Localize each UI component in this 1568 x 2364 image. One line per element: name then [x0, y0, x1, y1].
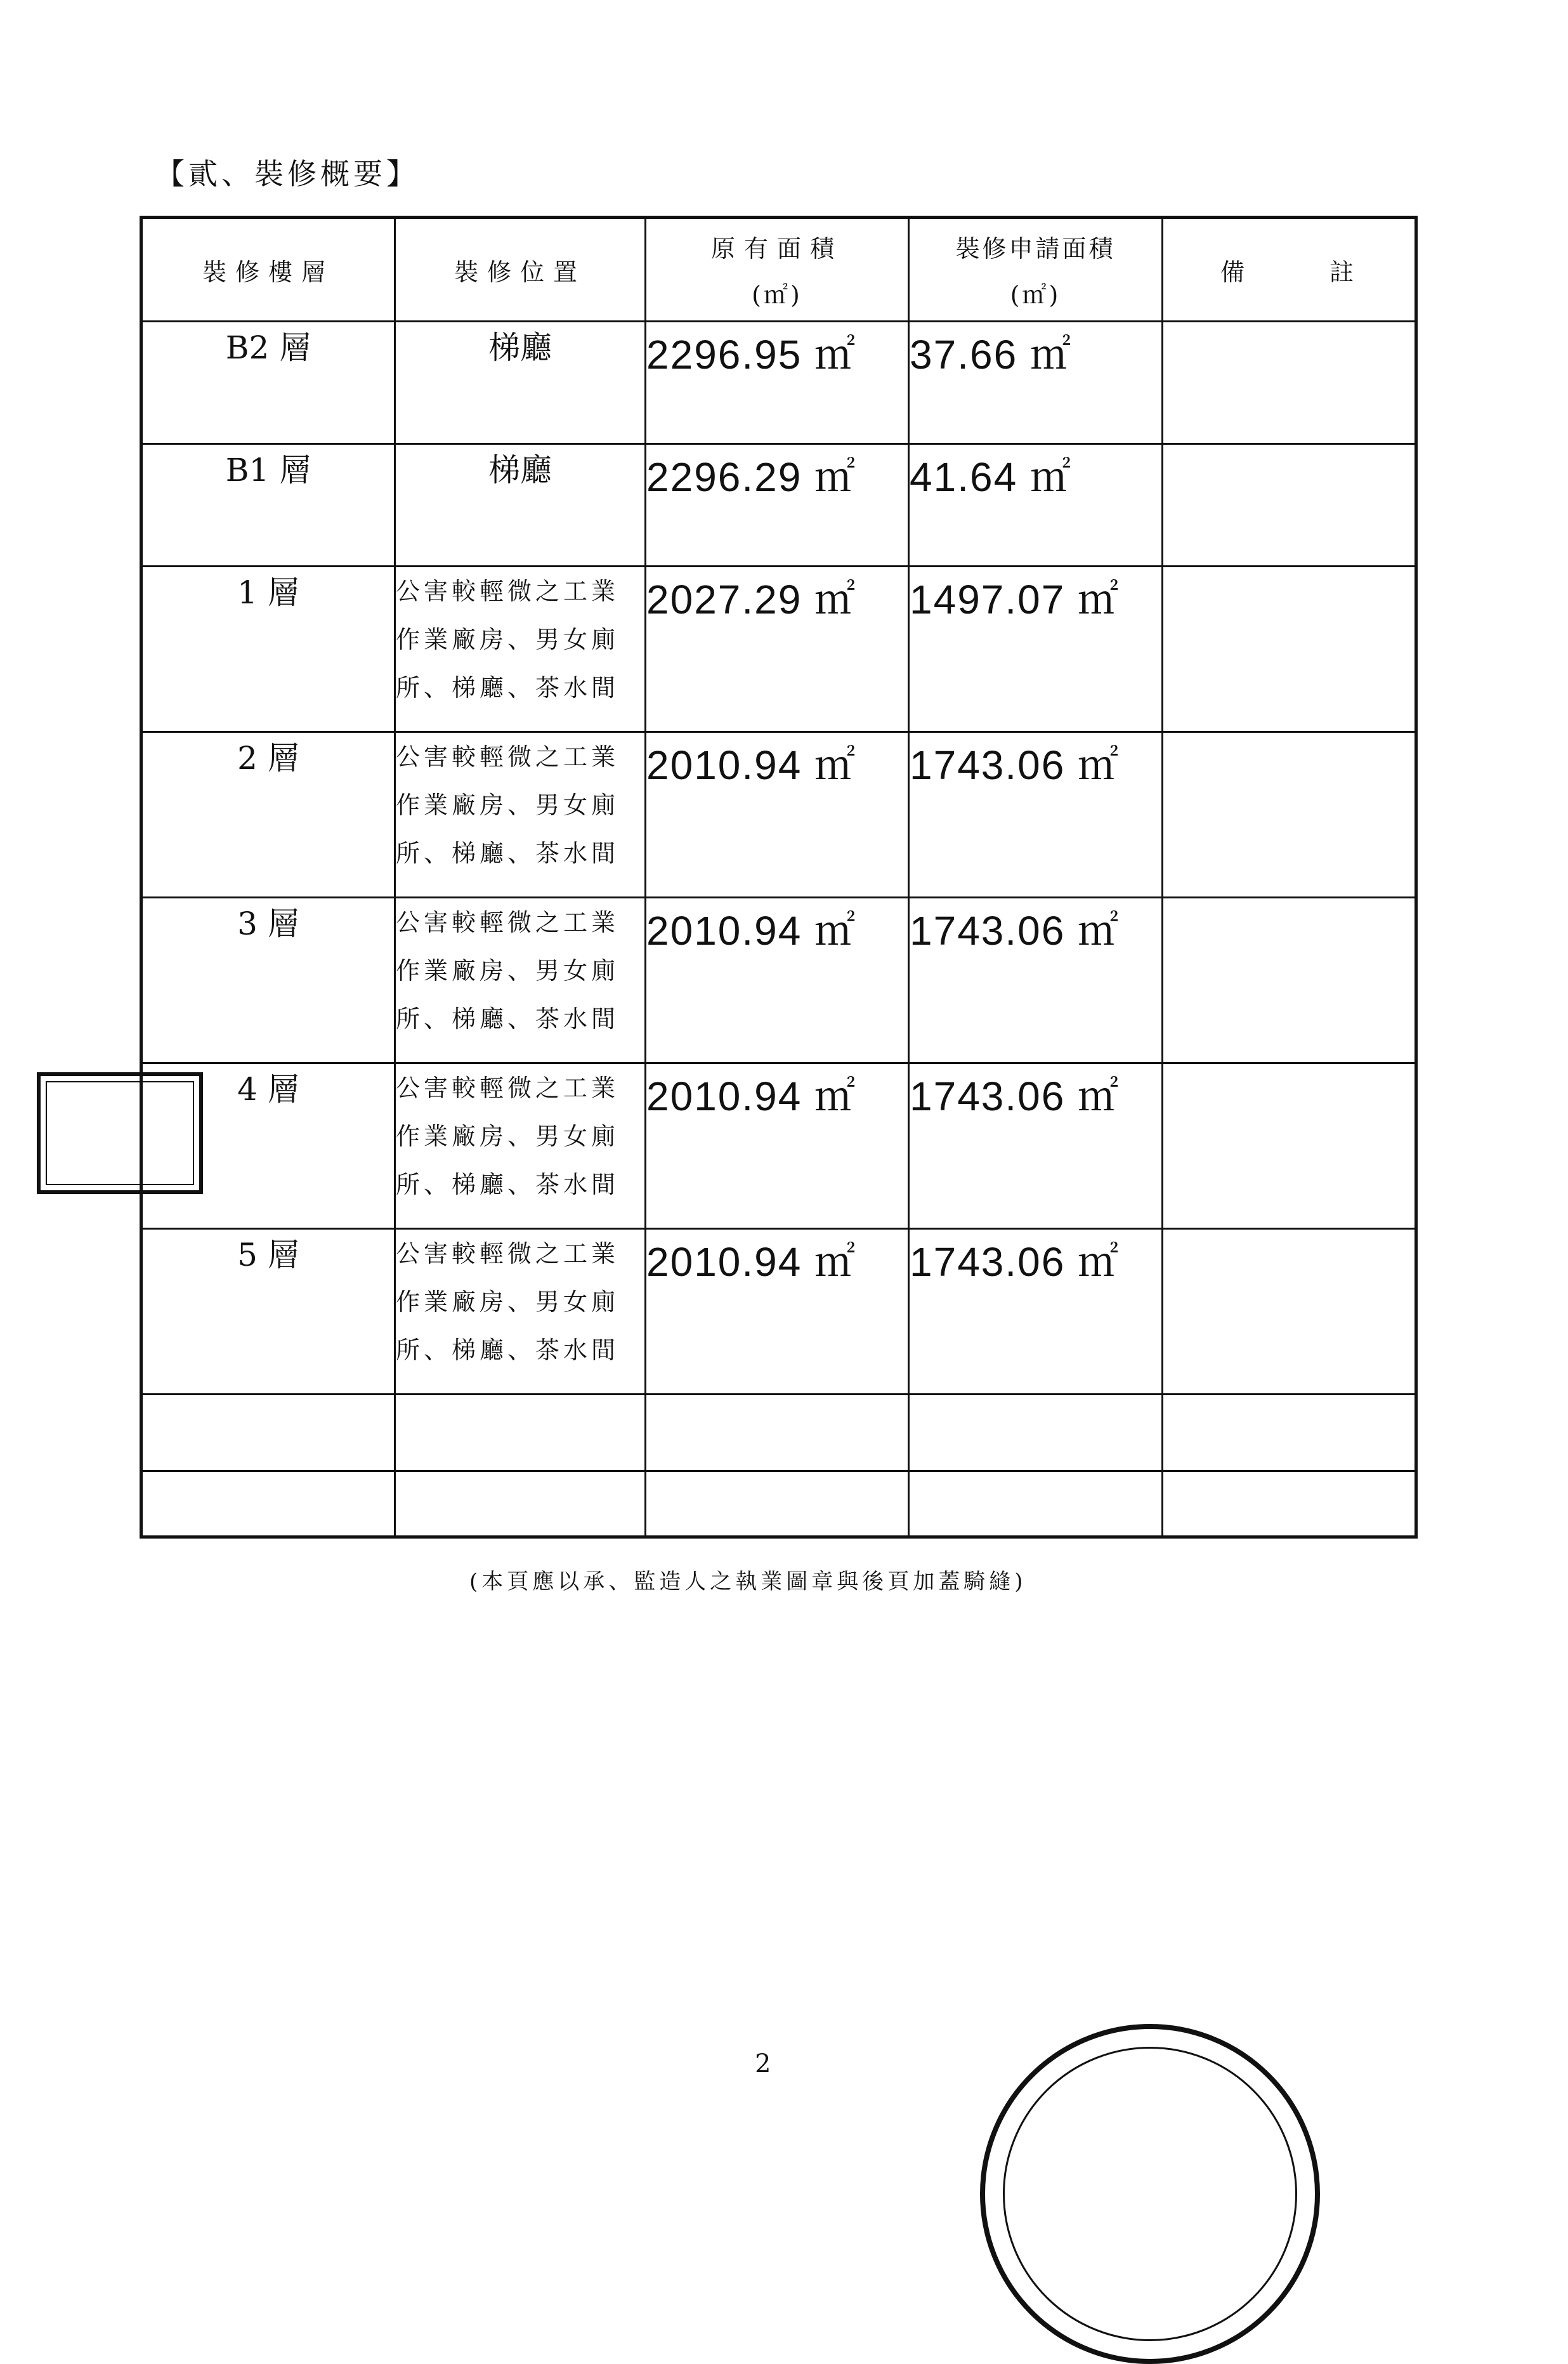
- position-line: 公害較輕微之工業: [396, 1240, 620, 1268]
- applied-area-cell: 1497.07 ㎡: [909, 567, 1163, 732]
- header-original-area: [646, 218, 909, 322]
- remark-cell: [1163, 444, 1416, 567]
- position-cell: [395, 567, 646, 732]
- remark-cell: [1163, 1063, 1416, 1229]
- empty-cell: [1163, 1471, 1416, 1537]
- table-header-row: [141, 218, 1416, 322]
- header-remark: [1163, 218, 1416, 322]
- position-line: 公害較輕微之工業: [396, 1074, 620, 1102]
- header-applied-area: [909, 218, 1163, 322]
- position-line: 所、梯廳、茶水間: [396, 839, 620, 867]
- position-line: 所、梯廳、茶水間: [396, 1171, 620, 1198]
- applied-area-cell: 1743.06 ㎡: [909, 1063, 1163, 1229]
- empty-cell: [395, 1395, 646, 1471]
- applied-area-cell: 41.64 ㎡: [909, 444, 1163, 567]
- footnote: (本頁應以承、監造人之執業圖章與後頁加蓋騎縫): [469, 1569, 1027, 1594]
- table-row: [141, 732, 1416, 898]
- empty-cell: [395, 1471, 646, 1537]
- position-line: 公害較輕微之工業: [396, 743, 620, 771]
- original-area-cell: 2010.94 ㎡: [646, 1229, 909, 1395]
- original-area-cell: 2010.94 ㎡: [646, 898, 909, 1063]
- empty-cell: [1163, 1395, 1416, 1471]
- applied-area-cell: 37.66 ㎡: [909, 322, 1163, 444]
- position-cell: [395, 732, 646, 898]
- header-remark-1: 備: [1220, 258, 1254, 286]
- renovation-summary-table: [140, 216, 1418, 1539]
- floor-cell: 5 層: [141, 1229, 395, 1395]
- empty-cell: [909, 1471, 1163, 1537]
- remark-cell: [1163, 322, 1416, 444]
- remark-cell: [1163, 732, 1416, 898]
- stamp-inner-ring: [1003, 2047, 1297, 2341]
- header-original-area-unit: (㎡): [752, 281, 802, 309]
- position-line: 作業廠房、男女廁: [396, 626, 620, 653]
- empty-cell: [646, 1471, 909, 1537]
- floor-cell: 3 層: [141, 898, 395, 1063]
- empty-cell: [141, 1395, 395, 1471]
- header-remark-2: 註: [1330, 258, 1363, 286]
- page-number: 2: [755, 2049, 771, 2078]
- original-area-cell: 2296.29 ㎡: [646, 444, 909, 567]
- floor-cell: B2 層: [141, 322, 395, 444]
- remark-cell: [1163, 567, 1416, 732]
- position-line: 作業廠房、男女廁: [396, 957, 620, 985]
- header-applied-area-unit: (㎡): [1010, 281, 1061, 309]
- original-area-cell: 2027.29 ㎡: [646, 567, 909, 732]
- position-line: 所、梯廳、茶水間: [396, 674, 620, 702]
- floor-cell: B1 層: [141, 444, 395, 567]
- table-row: [141, 322, 1416, 444]
- seam-seal-stamp: [37, 1072, 203, 1194]
- position-line: 公害較輕微之工業: [396, 577, 620, 605]
- applied-area-cell: 1743.06 ㎡: [909, 732, 1163, 898]
- position-line: 所、梯廳、茶水間: [396, 1005, 620, 1033]
- remark-cell: [1163, 1229, 1416, 1395]
- original-area-cell: 2010.94 ㎡: [646, 1063, 909, 1229]
- remark-cell: [1163, 898, 1416, 1063]
- round-date-stamp: [980, 2024, 1320, 2364]
- table-row: [141, 898, 1416, 1063]
- original-area-cell: 2296.95 ㎡: [646, 322, 909, 444]
- empty-row: [141, 1471, 1416, 1537]
- table-row: [141, 1063, 1416, 1229]
- floor-cell: 1 層: [141, 567, 395, 732]
- position-line: 作業廠房、男女廁: [396, 1122, 620, 1150]
- position-cell: [395, 1063, 646, 1229]
- original-area-cell: 2010.94 ㎡: [646, 732, 909, 898]
- position-cell: [395, 1229, 646, 1395]
- table-row: [141, 567, 1416, 732]
- position-line: 所、梯廳、茶水間: [396, 1336, 620, 1364]
- position-line: 公害較輕微之工業: [396, 909, 620, 936]
- applied-area-cell: 1743.06 ㎡: [909, 898, 1163, 1063]
- seal-inner-border: [46, 1081, 194, 1185]
- floor-cell: 2 層: [141, 732, 395, 898]
- applied-area-cell: 1743.06 ㎡: [909, 1229, 1163, 1395]
- position-line: 作業廠房、男女廁: [396, 791, 620, 819]
- section-title: 【貳、裝修概要】: [155, 157, 419, 191]
- header-original-area-label: 原有面積: [710, 235, 843, 263]
- table-row: [141, 1229, 1416, 1395]
- empty-row: [141, 1395, 1416, 1471]
- header-position: 裝修位置: [395, 218, 646, 322]
- header-applied-area-label: 裝修申請面積: [955, 235, 1116, 263]
- empty-cell: [646, 1395, 909, 1471]
- empty-cell: [141, 1471, 395, 1537]
- empty-cell: [909, 1395, 1163, 1471]
- position-line: 作業廠房、男女廁: [396, 1288, 620, 1316]
- header-floor: 裝修樓層: [141, 218, 395, 322]
- position-cell: [395, 898, 646, 1063]
- table-row: [141, 444, 1416, 567]
- position-cell: 梯廳: [395, 444, 646, 567]
- position-cell: 梯廳: [395, 322, 646, 444]
- floor-cell: 4 層: [141, 1063, 395, 1229]
